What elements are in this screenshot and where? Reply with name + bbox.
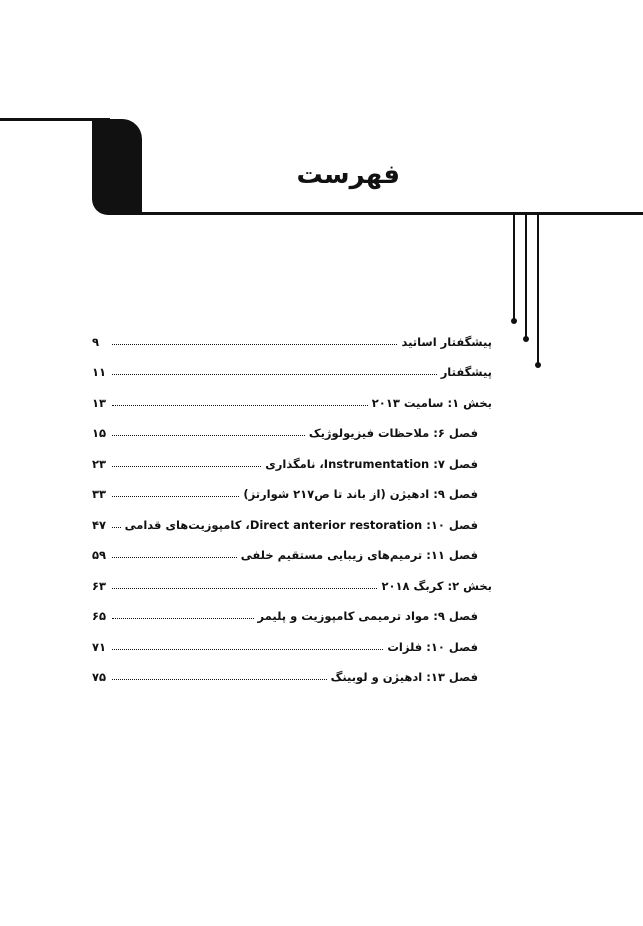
toc-entry-page: ۱۳ xyxy=(92,395,107,410)
toc-leader-dots xyxy=(112,648,383,650)
ornament-stem-2 xyxy=(525,214,527,338)
toc-entry-title: پیشگفتار اساتید xyxy=(401,334,492,349)
table-of-contents xyxy=(92,318,492,684)
toc-entry-page: ۷۵ xyxy=(92,670,107,684)
toc-entry-page: ۵۹ xyxy=(92,548,107,562)
toc-entry[interactable] xyxy=(92,379,492,410)
toc-entry-page: ۳۳ xyxy=(92,487,107,501)
toc-leader-dots xyxy=(112,526,121,528)
ornament-stem-1 xyxy=(513,214,515,320)
ornament-dot-1 xyxy=(511,318,517,324)
toc-leader-dots xyxy=(112,404,368,406)
toc-leader-dots xyxy=(112,587,377,589)
toc-entry-title: فصل ۹: ادهیژن (از باند تا ص۲۱۷ شوارتز) xyxy=(243,487,478,501)
header-rule xyxy=(140,212,643,215)
toc-leader-dots xyxy=(112,373,437,375)
toc-entry-page: ۶۵ xyxy=(92,609,107,623)
toc-leader-dots xyxy=(112,434,305,436)
toc-leader-dots xyxy=(112,343,397,345)
toc-entry-title: بخش ۱: سامیت ۲۰۱۳ xyxy=(371,395,492,410)
page-title: فهرست xyxy=(296,160,400,190)
toc-entry-title: فصل ۱۳: ادهیژن و لوبینگ xyxy=(330,670,478,684)
toc-entry[interactable] xyxy=(92,349,492,380)
toc-leader-dots xyxy=(112,556,237,558)
toc-entry-title: پیشگفتار xyxy=(440,365,492,379)
toc-entry-page: ۱۵ xyxy=(92,426,107,440)
toc-entry[interactable] xyxy=(92,593,492,624)
header-black-tab xyxy=(92,119,142,215)
toc-entry-title: فصل ۱۰: فلزات xyxy=(387,639,478,654)
toc-entry[interactable] xyxy=(92,532,492,563)
toc-entry-title: بخش ۲: کربگ ۲۰۱۸ xyxy=(381,578,492,593)
toc-entry[interactable] xyxy=(92,501,492,532)
toc-entry-title: فصل ۱۰: Direct anterior restoration، کامپوزیت‌های قدامی xyxy=(124,517,478,532)
toc-entry[interactable] xyxy=(92,318,492,349)
toc-entry[interactable] xyxy=(92,410,492,441)
toc-entry-page: ۲۳ xyxy=(92,456,107,471)
ornament-dot-2 xyxy=(523,336,529,342)
toc-leader-dots xyxy=(112,495,239,497)
toc-entry-title: فصل ۷: Instrumentation، نامگذاری xyxy=(265,456,478,471)
toc-entry[interactable] xyxy=(92,440,492,471)
toc-leader-dots xyxy=(112,617,254,619)
toc-entry-page: ۷۱ xyxy=(92,639,107,654)
toc-entry-page: ۱۱ xyxy=(92,365,107,379)
toc-entry-title: فصل ۹: مواد ترمیمی کامپوزیت و پلیمر xyxy=(257,609,478,623)
toc-leader-dots xyxy=(112,465,261,467)
toc-entry[interactable] xyxy=(92,471,492,502)
ornament-stem-3 xyxy=(537,214,539,364)
toc-entry-page: ۴۷ xyxy=(92,517,107,532)
ornament-dot-3 xyxy=(535,362,541,368)
toc-entry[interactable] xyxy=(92,623,492,654)
toc-entry-page: ۹ xyxy=(92,334,100,349)
toc-entry[interactable] xyxy=(92,654,492,685)
toc-leader-dots xyxy=(112,678,327,680)
toc-entry-page: ۶۳ xyxy=(92,578,107,593)
toc-entry-title: فصل ۶: ملاحظات فیزیولوژیک xyxy=(308,426,478,440)
toc-entry-title: فصل ۱۱: ترمیم‌های زیبایی مستقیم خلفی xyxy=(240,548,478,562)
toc-entry[interactable] xyxy=(92,562,492,593)
